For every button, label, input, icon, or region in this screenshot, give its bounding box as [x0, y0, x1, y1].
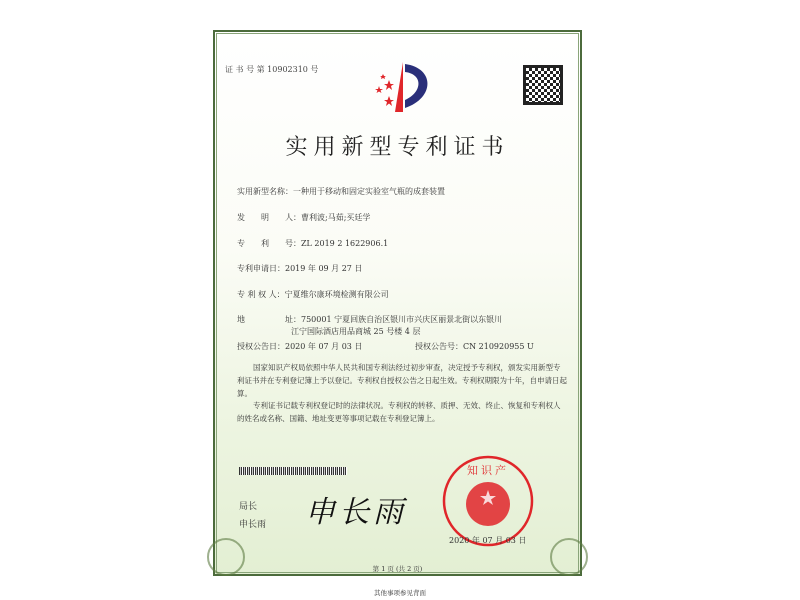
field-address-line2: 江宁国际酒店用品商城 25 号楼 4 层 — [291, 327, 421, 336]
field-address: 地 址：750001 宁夏回族自治区银川市兴庆区丽景北街以东银川 — [237, 315, 503, 324]
footer-note: 其他事项参见背面 — [374, 589, 426, 597]
field-name: 实用新型名称：一种用于移动和固定实验室气瓶的成套装置 — [237, 187, 445, 196]
director-name: 申长雨 — [239, 520, 267, 530]
signature: 申长雨 — [305, 495, 407, 530]
barcode — [239, 467, 347, 475]
paragraph-1: 国家知识产权局依照中华人民共和国专利法经过初步审查，决定授予专利权，颁发实用新型专利证书并在专利登记簿上予以登记。专利权自授权公告之日起生效。专利权期限为十年，自申请日起算。 — [237, 363, 567, 398]
field-patent-number: 专 利 号：ZL 2019 2 1622906.1 — [237, 239, 389, 248]
certificate-number: 证 书 号 第 10902310 号 — [225, 65, 319, 74]
certificate-title: 实用新型专利证书 — [285, 135, 510, 160]
field-grant-date: 授权公告日：2020 年 07 月 03 日 — [237, 342, 363, 351]
field-application-date: 专利申请日：2019 年 09 月 27 日 — [237, 264, 363, 273]
qr-code — [523, 65, 563, 105]
field-inventor: 发 明 人：曹利波;马茹;买廷学 — [237, 213, 371, 222]
director-title: 局长 — [239, 502, 258, 512]
paragraph-2: 专利证书记载专利权登记时的法律状况。专利权的转移、质押、无效、终止、恢复和专利权人的姓名或名称、国籍、地址变更等事项记载在专利登记簿上。 — [237, 401, 561, 423]
page-info: 第 1 页 (共 2 页) — [372, 565, 423, 573]
official-seal-icon — [441, 454, 535, 548]
field-grant-number: 授权公告号：CN 210920955 U — [415, 342, 534, 351]
svg-text:知识产: 知识产 — [467, 464, 509, 477]
seal-date: 2020 年 07 月 03 日 — [449, 536, 527, 545]
patent-certificate — [213, 30, 582, 576]
cnipa-logo-icon — [365, 60, 435, 115]
field-patentee: 专 利 权 人：宁夏维尔康环境检测有限公司 — [237, 290, 389, 299]
